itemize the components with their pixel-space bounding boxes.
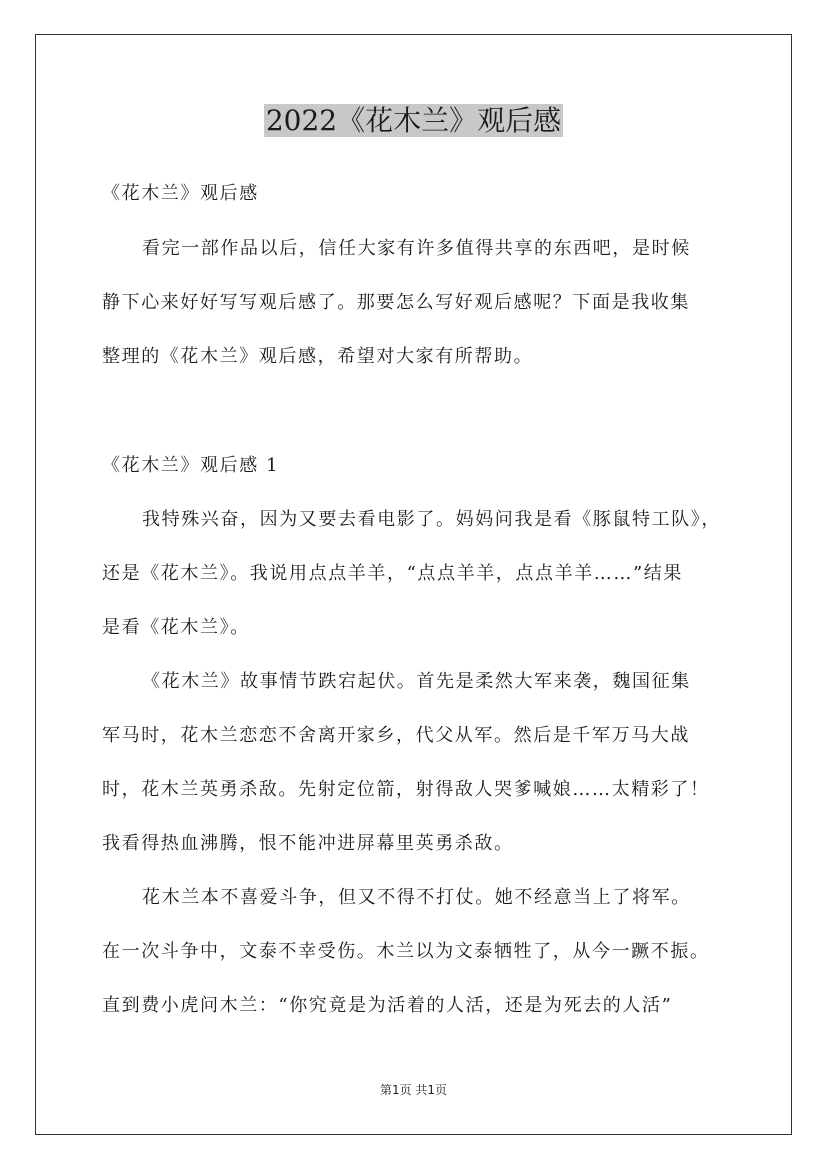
paragraph-line: 在一次斗争中，文泰不幸受伤。木兰以为文泰牺牲了，从今一蹶不振。 [102,941,710,962]
paragraph-line: 时，花木兰英勇杀敌。先射定位箭，射得敌人哭爹喊娘……太精彩了！ [102,779,710,800]
paragraph-line: 直到费小虎问木兰：“你究竟是为活着的人活，还是为死去的人活” [102,995,673,1016]
paragraph-line: 军马时，花木兰恋恋不舍离开家乡，代父从军。然后是千军万马大战 [102,725,690,746]
paragraph-line: 静下心来好好写写观后感了。那要怎么写好观后感呢？下面是我收集 [102,292,690,313]
section-heading: 《花木兰》观后感 1 [102,455,280,476]
paragraph-line: 《花木兰》故事情节跌宕起伏。首先是柔然大军来袭，魏国征集 [142,671,691,692]
paragraph-line: 还是《花木兰》。我说用点点羊羊，“点点羊羊，点点羊羊……”结果 [102,563,684,584]
paragraph-line: 我特殊兴奋，因为又要去看电影了。妈妈问我是看《豚鼠特工队》， [142,509,721,530]
paragraph-line: 我看得热血沸腾，恨不能冲进屏幕里英勇杀敌。 [102,833,514,854]
paragraph-line: 看完一部作品以后，信任大家有许多值得共享的东西吧，是时候 [142,238,691,259]
paragraph-line: 是看《花木兰》。 [102,617,250,638]
intro-heading: 《花木兰》观后感 [102,183,259,204]
paragraph-line: 整理的《花木兰》观后感，希望对大家有所帮助。 [102,346,534,367]
document-title [0,100,827,141]
paragraph-line: 花木兰本不喜爱斗争，但又不得不打仗。她不经意当上了将军。 [142,887,691,908]
page-number-footer: 第1页 共1页 [379,1083,448,1097]
document-title-text: 2022《花木兰》观后感 [265,104,562,137]
